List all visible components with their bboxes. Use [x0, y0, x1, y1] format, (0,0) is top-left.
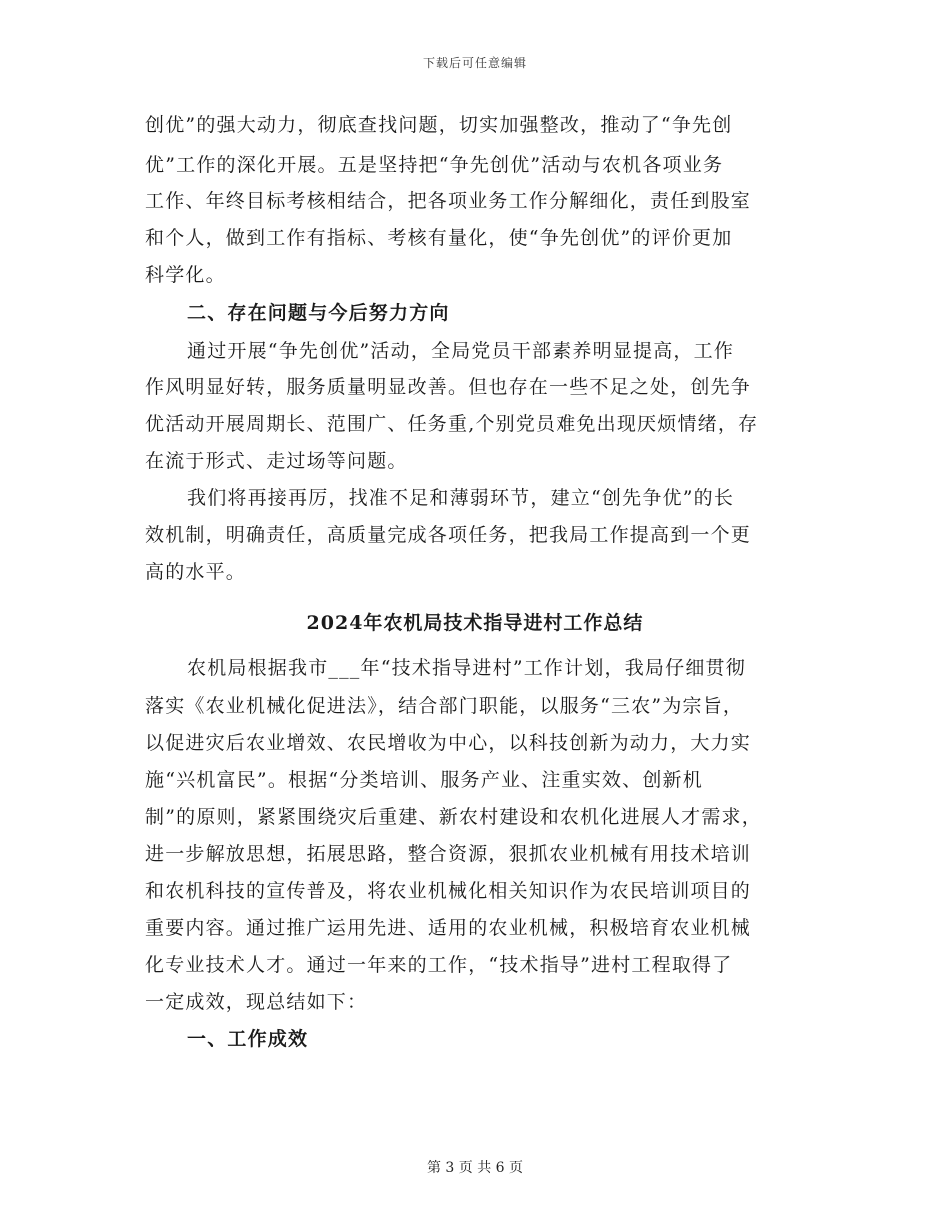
paragraph-line: 和个人，做到工作有指标、考核有量化，使“争先创优”的评价更加	[145, 227, 733, 249]
section-heading: 一、工作成效	[187, 1028, 309, 1050]
paragraph-line: 通过开展“争先创优”活动，全局党员干部素养明显提高，工作	[187, 340, 735, 362]
paragraph-line: 优活动开展周期长、范围广、任务重,个别党员难免出现厌烦情绪，存	[145, 413, 759, 435]
paragraph-line: 施“兴机富民”。根据“分类培训、服务产业、注重实效、创新机	[145, 769, 703, 791]
paragraph-line: 落实《农业机械化促进法》，结合部门职能，以服务“三农”为宗旨，	[145, 695, 744, 717]
paragraph-line: 和农机科技的宣传普及，将农业机械化相关知识作为农民培训项目的	[145, 880, 752, 902]
paragraph-line: 效机制，明确责任，高质量完成各项任务，把我局工作提高到一个更	[145, 524, 752, 546]
paragraph-line: 作风明显好转，服务质量明显改善。但也存在一些不足之处，创先争	[145, 376, 752, 398]
page-header: 下载后可任意编辑	[422, 56, 527, 70]
paragraph-line: 一定成效，现总结如下：	[145, 991, 368, 1013]
paragraph-line: 农机局根据我市___年“技术指导进村”工作计划，我局仔细贯彻	[187, 657, 746, 679]
paragraph-line: 重要内容。通过推广运用先进、适用的农业机械，积极培育农业机械	[145, 917, 752, 939]
paragraph-line: 制”的原则，紧紧围绕灾后重建、新农村建设和农机化进展人才需求，	[145, 806, 762, 828]
page-footer: 第 3 页 共 6 页	[426, 1160, 524, 1176]
paragraph-line: 工作、年终目标考核相结合，把各项业务工作分解细化，责任到股室	[145, 190, 752, 212]
paragraph-line: 化专业技术人才。通过一年来的工作，“技术指导”进村工程取得了	[145, 954, 733, 976]
paragraph-line: 科学化。	[145, 264, 226, 286]
section-heading: 二、存在问题与今后努力方向	[187, 302, 450, 324]
paragraph-line: 高的水平。	[145, 561, 247, 583]
document-title: 2024年农机局技术指导进村工作总结	[306, 612, 644, 634]
paragraph-line: 创优”的强大动力，彻底查找问题，切实加强整改，推动了“争先创	[145, 114, 733, 136]
paragraph-line: 我们将再接再厉，找准不足和薄弱环节，建立“创先争优”的长	[187, 487, 735, 509]
paragraph-line: 以促进灾后农业增效、农民增收为中心，以科技创新为动力，大力实	[145, 732, 752, 754]
paragraph-line: 在流于形式、走过场等问题。	[145, 450, 408, 472]
paragraph-line: 进一步解放思想，拓展思路，整合资源，狠抓农业机械有用技术培训	[145, 843, 752, 865]
paragraph-line: 优”工作的深化开展。五是坚持把“争先创优”活动与农机各项业务	[145, 154, 724, 176]
